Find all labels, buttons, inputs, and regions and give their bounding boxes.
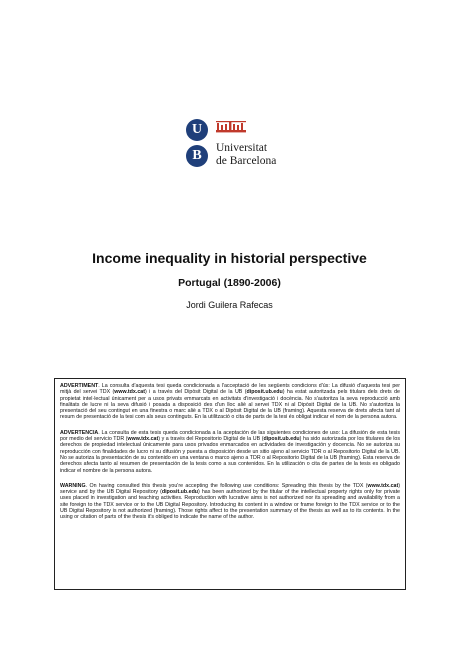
notice-english-text3: ) has been authorized by the titular of the intellectual property rights only for private uses placed in investigation and teaching activities. Reproduction with lucrative aims is not authorized nor its spreading and availability from a site foreign to the TDX service or to the UB Digital Repository. Introducing its content in a window or frame foreign to the TDX service or to the UB Digital Repository is not authorized (framing). Those rights affect to the presentation summary of the thesis as well as to its contents. In the using or citation of parts of the thesis it's obliged to indicate the name of the author. xyxy=(60,489,400,521)
notice-english-text2: ) service and by the UB Digital Repository ( xyxy=(60,482,400,496)
university-name-line1: Universitat xyxy=(216,142,268,154)
thesis-subtitle: Portugal (1890-2006) xyxy=(178,277,281,289)
thesis-title: Income inequality in historial perspective xyxy=(92,250,367,266)
notice-english xyxy=(60,483,400,521)
notice-catalan-link1: www.tdx.cat xyxy=(114,389,145,396)
notice-english-lead: WARNING xyxy=(60,482,86,489)
notice-catalan-text1: . La consulta d'aquesta tesi queda condicionada a l'acceptació de les següents condicions d'ús: La difusió d'aquesta tesi per mitjà del servei TDX ( xyxy=(60,383,400,396)
notice-spanish-lead: ADVERTENCIA xyxy=(60,429,99,436)
notice-catalan-link2: diposit.ub.edu xyxy=(246,389,283,396)
notice-spanish-text1: . La consulta de esta tesis queda condicionada a la aceptación de las siguientes condiciones de uso: La difusión de esta tesis por medio del servicio TDR ( xyxy=(60,429,400,443)
notice-english-link1: www.tdx.cat xyxy=(367,482,399,489)
thesis-author: Jordi Guilera Rafecas xyxy=(186,300,273,310)
university-name xyxy=(216,142,276,167)
notice-catalan-text2: ) i a través del Dipòsit Digital de la UB ( xyxy=(145,389,247,396)
notice-catalan-text3: ) ha estat autoritzada pels titulars dels drets de propietat intel·lectual únicament per a usos privats emmarcats en activitats d'investigació i docència. No s'autoritza la seva reproducció amb finalitats de lucre ni la seva difusió i posada a disposició des d'un lloc aliè al servei TDX ni al Dipòsit Digital de la UB. No s'autoritza la presentació del seu contingut en una finestra o marc aliè a TDX o al Dipòsit Digital de la UB (framing). Aquesta reserva de drets afecta tant al resum de presentació de la tesi com als seus continguts. En la utilització o cita de parts de la tesi és obligat indicar el nom de la persona autora. xyxy=(60,389,401,421)
notice-spanish-text3: ) ha sido autorizada por los titulares de los derechos de propiedad intelectual únicamente para usos privados enmarcados en actividades de investigación y docencia. No se autoriza su reproducción con finalidades de lucro ni su difusión y puesta a disposición desde un sitio ajeno al servicio TDR o al Repositorio Digital de la UB. No se autoriza la presentación de su contenido en una ventana o marco ajeno a TDR o al Repositorio Digital de la UB (framing). Esta reserva de derechos afecta tanto al resumen de presentación de la tesis como a sus contenidos. En la utilización o cita de partes de la tesis es obligado indicar el nombre de la persona autora. xyxy=(60,436,400,474)
copyright-notice-box xyxy=(54,378,406,590)
notice-catalan xyxy=(60,383,400,421)
notice-spanish xyxy=(60,430,400,474)
logo-b-disc: B xyxy=(186,145,208,167)
notice-spanish-link2: diposit.ub.edu xyxy=(263,436,300,443)
notice-spanish-link1: www.tdx.cat xyxy=(127,436,159,443)
university-logo xyxy=(186,119,296,167)
notice-catalan-lead: ADVERTIMENT xyxy=(60,383,99,389)
notice-english-text1: . On having consulted this thesis you're accepting the following use conditions: Spreading this thesis by the TDX ( xyxy=(85,482,368,489)
university-name-line2: de Barcelona xyxy=(216,154,277,167)
notice-english-link2: diposit.ub.edu xyxy=(161,489,199,496)
notice-spanish-text2: ) y a través del Repositorio Digital de la UB ( xyxy=(158,436,264,443)
logo-emblem-icon xyxy=(216,121,246,133)
logo-u-disc: U xyxy=(186,119,208,141)
